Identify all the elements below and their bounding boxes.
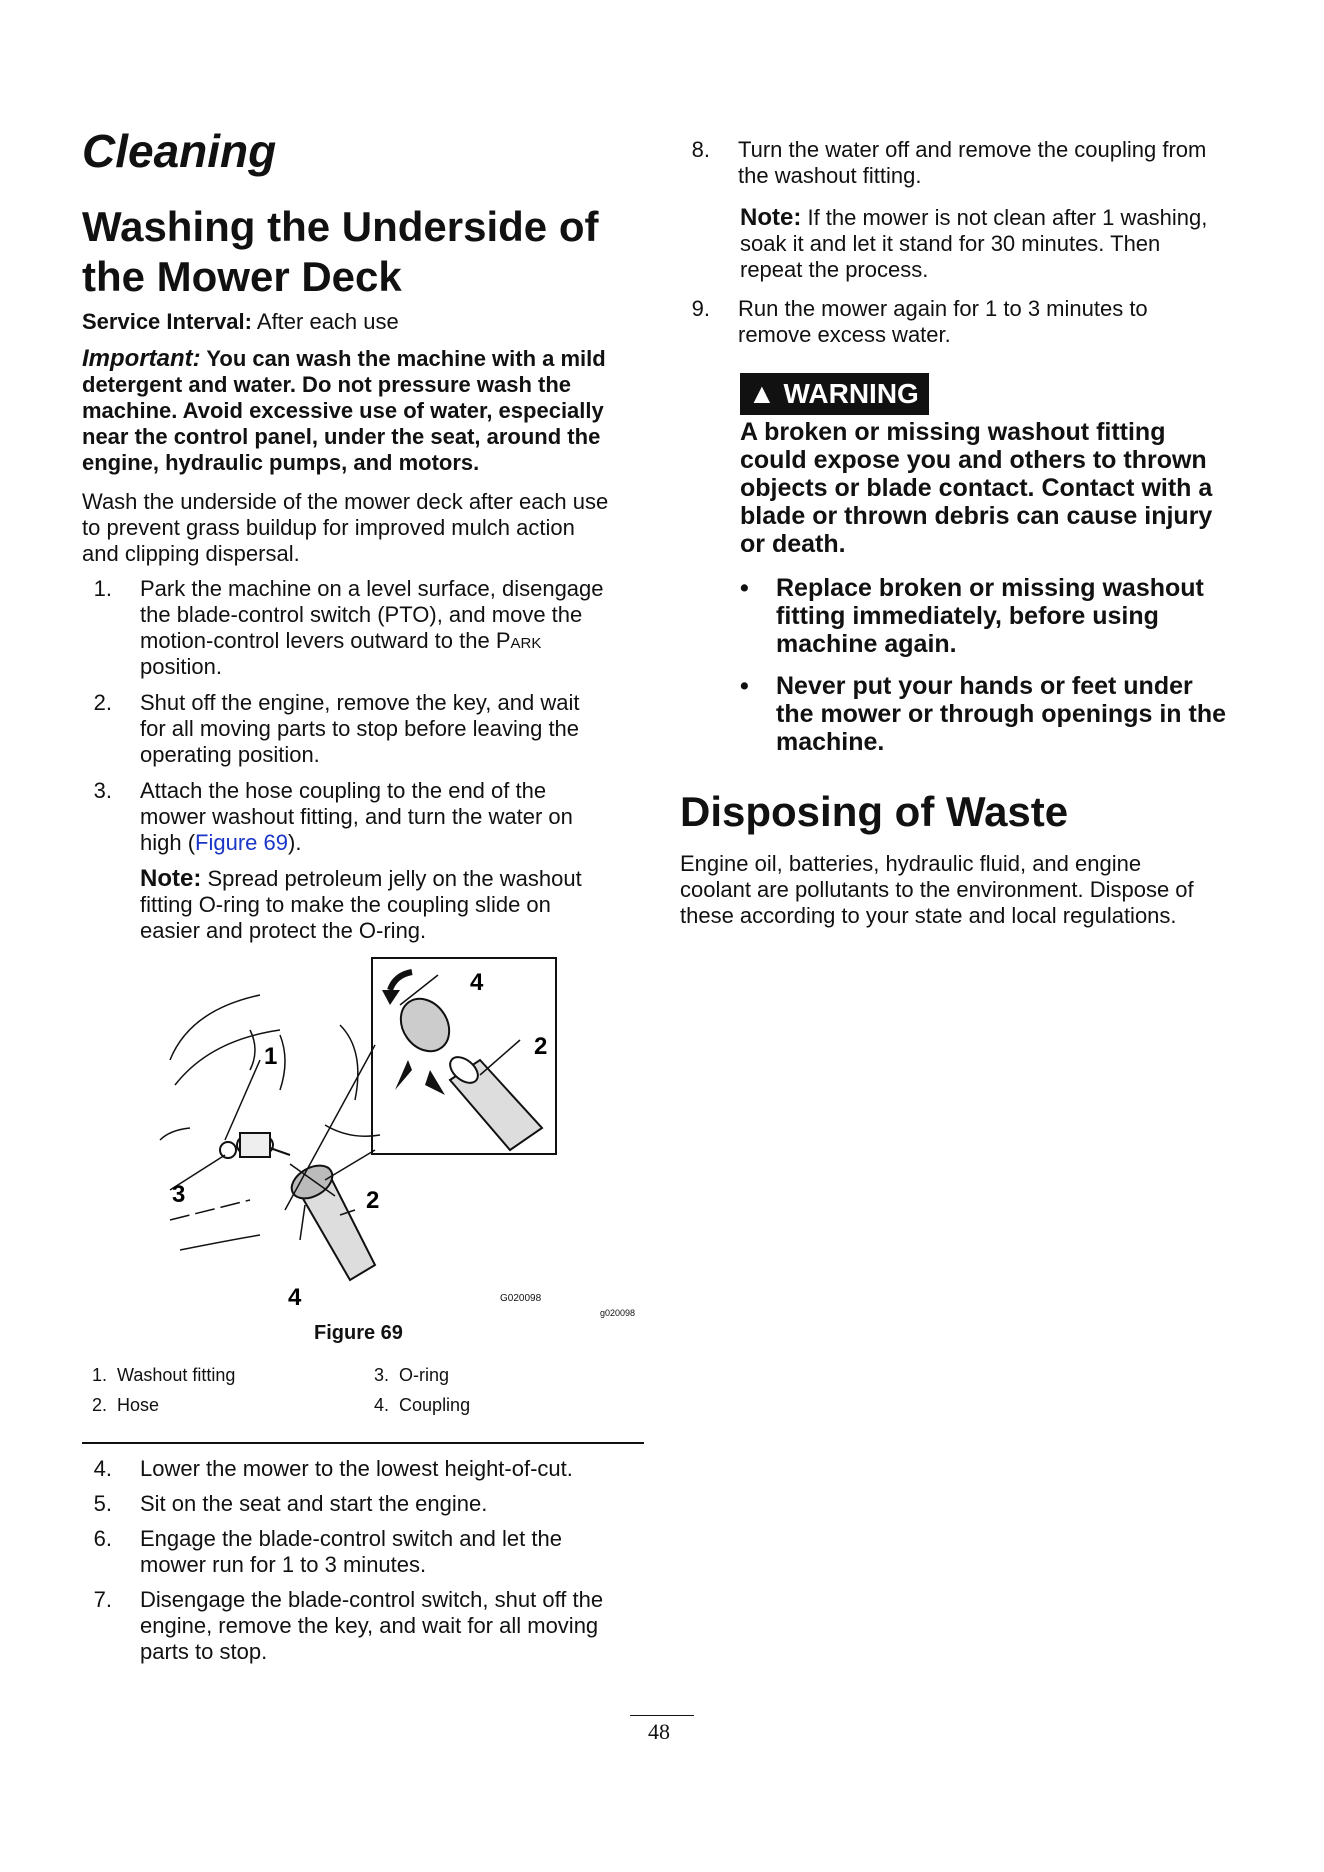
step-6	[82, 1526, 662, 1578]
bullet-line: Never put your hands or feet under	[776, 672, 1193, 700]
note-line: fitting O-ring to make the coupling slide on	[140, 892, 551, 917]
callout-number: 3	[172, 1181, 186, 1208]
page-heading-line2: the Mower Deck	[82, 253, 402, 300]
note-label: Note:	[740, 204, 802, 231]
callout-number: 2	[366, 1187, 380, 1214]
figure-69-illustration	[150, 950, 650, 1320]
step-line: Attach the hose coupling to the end of the	[140, 778, 547, 803]
legend-label: Washout fitting	[117, 1365, 236, 1385]
step-line: motion-control levers outward to the	[140, 628, 490, 653]
important-line: You can wash the machine with a mild	[206, 346, 606, 371]
step-line: the blade-control switch (PTO), and move the	[140, 602, 583, 627]
page-number-rule	[630, 1715, 694, 1716]
legend-number: 2.	[92, 1395, 108, 1415]
step-line: for all moving parts to stop before leaving the	[140, 716, 580, 741]
bullet-line: fitting immediately, before using	[776, 602, 1159, 630]
legend-item	[92, 1394, 159, 1416]
legend-number: 3.	[374, 1365, 390, 1385]
step-7	[82, 1587, 662, 1665]
step-line: remove excess water.	[738, 322, 951, 347]
step-line: mower washout fitting, and turn the water on	[140, 804, 573, 829]
note-line: If the mower is not clean after 1 washing,	[807, 205, 1208, 230]
step-line: Turn the water off and remove the coupling from	[738, 137, 1207, 162]
intro-paragraph	[82, 489, 608, 567]
bullet-dot: •	[740, 574, 749, 602]
service-interval-label: Service Interval:	[82, 309, 252, 334]
note-not-clean	[740, 205, 1260, 283]
step-9	[680, 296, 1260, 348]
warning-text	[740, 418, 1260, 558]
warning-line: objects or blade contact. Contact with a	[740, 474, 1213, 502]
intro-line: and clipping dispersal.	[82, 541, 300, 566]
note-line: repeat the process.	[740, 257, 929, 282]
inset-coupling-drawing	[382, 972, 542, 1150]
callout-number: 4	[470, 969, 484, 996]
step-line: Sit on the seat and start the engine.	[140, 1491, 488, 1516]
step-line: ).	[288, 830, 302, 855]
deck-curve	[340, 1025, 358, 1100]
step-number: 8.	[691, 137, 710, 162]
deck-curve	[280, 1035, 285, 1090]
note-line: easier and protect the O-ring.	[140, 918, 427, 943]
legend-item	[374, 1394, 470, 1416]
warning-line: could expose you and others to thrown	[740, 446, 1207, 474]
page-heading-line1: Washing the Underside of	[82, 203, 599, 250]
figure-divider	[82, 1442, 644, 1444]
step-line: Disengage the blade-control switch, shut off the	[140, 1587, 604, 1612]
figure-code-outer: g020098	[600, 1308, 636, 1318]
legend-item	[374, 1364, 449, 1386]
deck-curve	[160, 1128, 190, 1140]
waste-line: these according to your state and local regulations.	[680, 903, 1177, 928]
bullet-dot: •	[740, 672, 749, 700]
important-line: engine, hydraulic pumps, and motors.	[82, 450, 480, 475]
step-number: 2.	[93, 690, 112, 715]
note-petroleum-jelly	[140, 866, 660, 944]
step-line: parts to stop.	[140, 1639, 268, 1664]
warning-bullet	[740, 672, 1260, 756]
step-line: the washout fitting.	[738, 163, 922, 188]
section-title: Cleaning	[82, 125, 277, 177]
important-line: detergent and water. Do not pressure wash the	[82, 372, 571, 397]
step-line: Park the machine on a level surface, disengage	[140, 576, 604, 601]
page-number: 48	[648, 1719, 670, 1744]
service-interval-value: After each use	[256, 309, 399, 334]
step-line: operating position.	[140, 742, 320, 767]
legend-label: Coupling	[399, 1395, 471, 1415]
note-line: soak it and let it stand for 30 minutes. Then	[740, 231, 1161, 256]
figure-code-inner: G020098	[500, 1293, 542, 1304]
park-position: Park	[495, 628, 542, 653]
deck-curve	[180, 1235, 260, 1250]
intro-line: to prevent grass buildup for improved mulch action	[82, 515, 575, 540]
bullet-line: machine.	[776, 728, 885, 756]
callout-number: 2	[534, 1033, 548, 1060]
step-8	[680, 137, 1260, 189]
important-label: Important:	[82, 345, 201, 372]
warning-line: or death.	[740, 530, 846, 558]
waste-line: coolant are pollutants to the environment. Dispose of	[680, 877, 1194, 902]
legend-label: O-ring	[399, 1365, 450, 1385]
legend-label: Hose	[117, 1395, 160, 1415]
important-notice	[82, 346, 662, 476]
step-line: position.	[140, 654, 222, 679]
warning-label: WARNING	[783, 378, 919, 409]
legend-item	[92, 1364, 235, 1386]
step-number: 5.	[93, 1491, 112, 1516]
inset-connector	[325, 1150, 375, 1180]
warning-line: blade or thrown debris can cause injury	[740, 502, 1213, 530]
step-line: high (	[140, 830, 196, 855]
legend-number: 4.	[374, 1395, 390, 1415]
bullet-line: Replace broken or missing washout	[776, 574, 1204, 602]
washout-fitting-drawing	[220, 1133, 290, 1158]
step-number: 4.	[93, 1456, 112, 1481]
waste-line: Engine oil, batteries, hydraulic fluid, and engine	[680, 851, 1142, 876]
important-line: machine. Avoid excessive use of water, especially	[82, 398, 604, 423]
warning-triangle-icon: ▲	[748, 378, 776, 409]
step-number: 9.	[691, 296, 710, 321]
step-4	[82, 1456, 662, 1482]
important-line: near the control panel, under the seat, around the	[82, 424, 601, 449]
step-1	[82, 576, 662, 680]
step-line: mower run for 1 to 3 minutes.	[140, 1552, 427, 1577]
waste-heading: Disposing of Waste	[680, 788, 1069, 835]
step-5	[82, 1491, 662, 1517]
warning-line: A broken or missing washout fitting	[740, 418, 1166, 446]
step-number: 6.	[93, 1526, 112, 1551]
service-interval	[82, 309, 399, 335]
callout-number: 4	[288, 1284, 302, 1311]
step-line: engine, remove the key, and wait for all moving	[140, 1613, 599, 1638]
callout-number: 1	[264, 1043, 278, 1070]
step-line: Run the mower again for 1 to 3 minutes to	[738, 296, 1148, 321]
note-line: Spread petroleum jelly on the washout	[207, 866, 582, 891]
step-3	[82, 778, 662, 856]
legend-number: 1.	[92, 1365, 108, 1385]
bullet-line: the mower or through openings in the	[776, 700, 1226, 728]
figure-caption: Figure 69	[314, 1322, 403, 1344]
callout-leader	[225, 1060, 260, 1140]
note-label: Note:	[140, 865, 202, 892]
warning-bullet	[740, 574, 1260, 658]
step-number: 1.	[93, 576, 112, 601]
figure-69-link[interactable]: Figure 69	[195, 830, 288, 855]
waste-paragraph	[680, 851, 1260, 929]
step-2	[82, 690, 662, 768]
step-line: Lower the mower to the lowest height-of-cut.	[140, 1456, 573, 1481]
step-number: 7.	[93, 1587, 112, 1612]
step-number: 3.	[93, 778, 112, 803]
bullet-line: machine again.	[776, 630, 957, 658]
intro-line: Wash the underside of the mower deck after each use	[82, 489, 609, 514]
callout-leader	[300, 1205, 305, 1240]
warning-banner	[740, 373, 929, 415]
step-line: Shut off the engine, remove the key, and wait	[140, 690, 580, 715]
step-line: Engage the blade-control switch and let the	[140, 1526, 562, 1551]
